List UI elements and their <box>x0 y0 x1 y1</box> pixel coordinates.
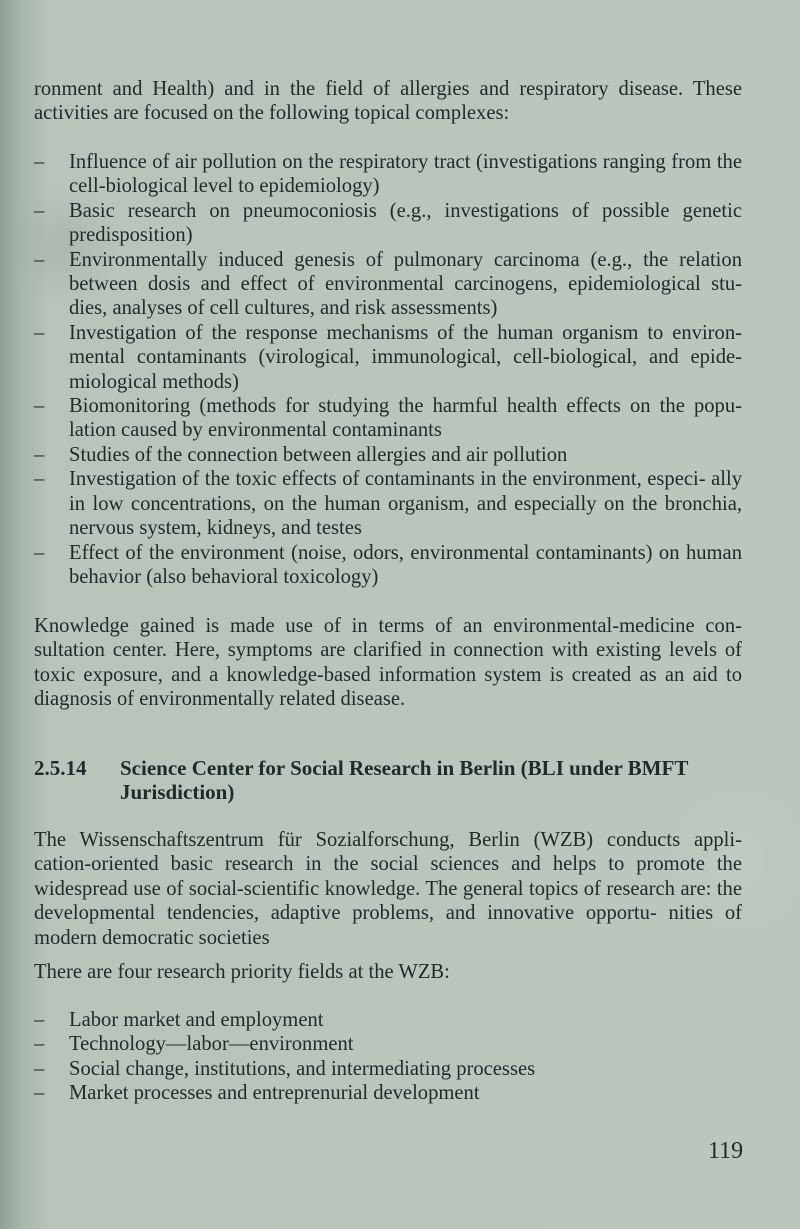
topic-item: – Environmentally induced genesis of pulmonary carcinoma (e.g., the relation between dosis and effect of environmental carcinogens, epidemiological stu- dies, analyses of cell cultures, and risk assessments) <box>34 248 742 321</box>
topic-item: – Studies of the connection between allergies and air pollution <box>34 443 742 467</box>
wzb-block <box>34 828 742 950</box>
priority-list <box>34 1008 742 1106</box>
intro-block <box>34 77 742 126</box>
priority-item: – Technology—labor—environment <box>34 1032 742 1056</box>
knowledge-block <box>34 614 742 712</box>
topic-item: – Biomonitoring (methods for studying the harmful health effects on the popu- lation caused by environmental contaminants <box>34 394 742 443</box>
intro-paragraph: ronment and Health) and in the field of allergies and respiratory disease. These activities are focused on the following topical complexes: <box>34 78 742 125</box>
topic-item: – Influence of air pollution on the respiratory tract (investigations ranging from the cell-biological level to epidemiology) <box>34 150 742 199</box>
knowledge-paragraph: Knowledge gained is made use of in terms of an environmental-medicine con- sultation center. Here, symptoms are clarified in connection with existing levels of toxic exposure, and a knowledge-based information system is created as an aid to diagnosis of environmentally related disease. <box>34 615 742 711</box>
section-heading <box>34 756 742 805</box>
priority-intro: There are four research priority fields at the WZB: <box>34 961 450 983</box>
priority-intro-block <box>34 960 742 984</box>
wzb-paragraph: The Wissenschaftszentrum für Sozialforschung, Berlin (WZB) conducts appli- cation-oriented basic research in the social sciences and helps to promote the widespread use of social-scientific knowledge. The general topics of research are: the developmental tendencies, adaptive problems, and innovative opportu- nities of modern democratic societies <box>34 829 742 949</box>
priority-item: – Social change, institutions, and intermediating processes <box>34 1057 742 1081</box>
topic-item: – Investigation of the response mechanisms of the human organism to environ- mental contaminants (virological, immunological, cell-biological, and epide- miological methods) <box>34 321 742 394</box>
topics-list-block <box>34 150 742 589</box>
section-number: 2.5.14 <box>34 756 87 780</box>
section-title-line2: Jurisdiction) <box>120 780 235 805</box>
page-number: 119 <box>708 1138 744 1164</box>
section-title-line1: Science Center for Social Research in Berlin (BLI under BMFT <box>120 756 689 780</box>
topics-list <box>34 150 742 589</box>
priority-list-block <box>34 1008 742 1106</box>
priority-item: – Labor market and employment <box>34 1008 742 1032</box>
topic-item: – Investigation of the toxic effects of contaminants in the environment, especi- ally in low concentrations, on the human organism, and especially on the bronchia, nervous system, kidneys, and testes <box>34 467 742 540</box>
topic-item: – Basic research on pneumoconiosis (e.g., investigations of possible genetic predisposition) <box>34 199 742 248</box>
topic-item: – Effect of the environment (noise, odors, environmental contaminants) on human behavior (also behavioral toxicology) <box>34 541 742 590</box>
priority-item: – Market processes and entreprenurial development <box>34 1081 742 1105</box>
